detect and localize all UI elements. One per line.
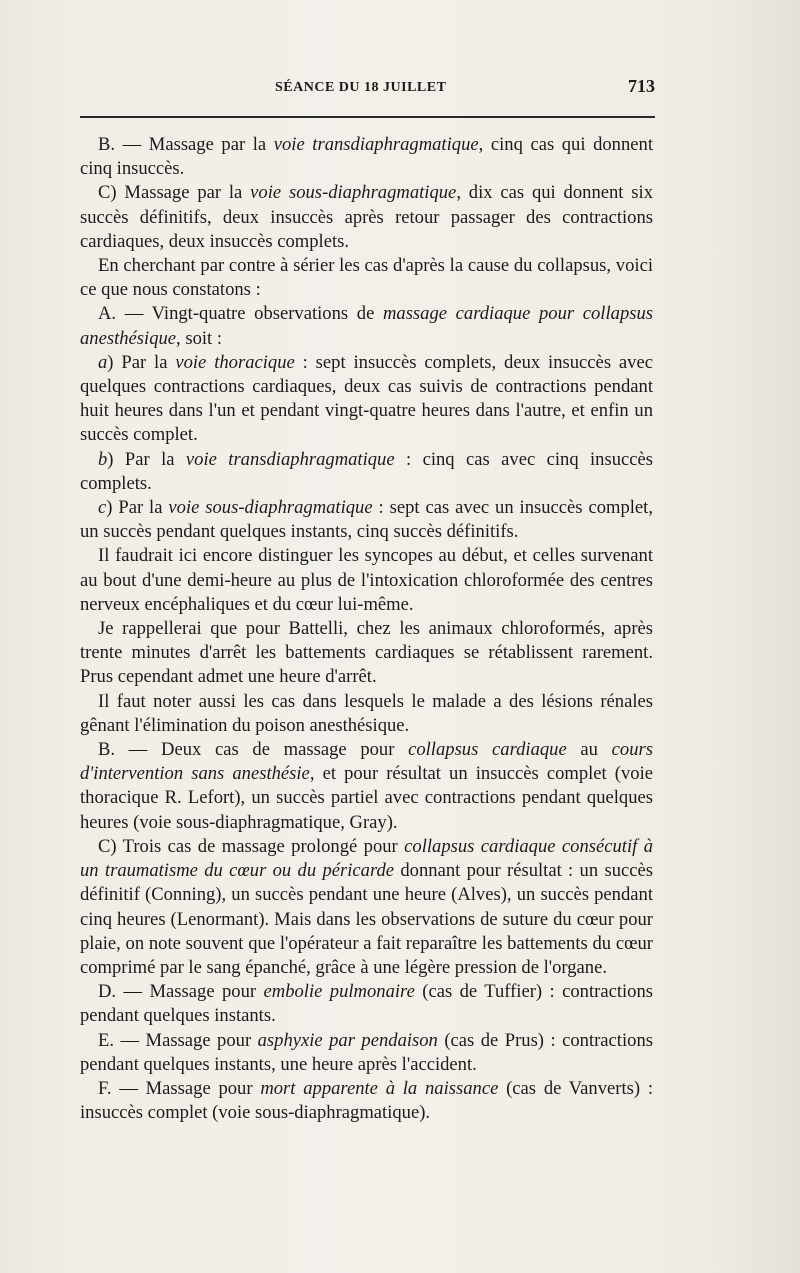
text-run: : sept cas avec un insuccès complet, un succès pendant quelques instants, cinq succès définitifs. (80, 497, 653, 543)
text-run: Il faut noter aussi les cas dans lesquels le malade a des lésions rénales gênant l'élimination du poison anesthésique. (80, 690, 653, 736)
italic-text: massage cardiaque pour collapsus anesthésique (80, 303, 654, 349)
text-run: E. — Massage pour (98, 1029, 258, 1051)
italic-text: voie transdiaphragmatique (273, 134, 479, 155)
text-run: ) Par la (107, 448, 186, 470)
text-run: Il faudrait ici encore distinguer les syncopes au début, et celles survenant au bout d'une demi-heure au plus de l'intoxication chloroformée des centres nerveux encéphaliques et du cœur lui-même. (80, 545, 653, 615)
text-run: : sept insuccès complets, deux insuccès avec quelques contractions cardiaques, deux cas suivis de contractions pendant huit heures dans l'un et pendant vingt-quatre heures dans l'autre, et enfin un succès complet. (80, 351, 653, 446)
italic-text: embolie pulmonaire (263, 981, 415, 1003)
italic-text: cours d'intervention sans anesthésie (80, 739, 653, 785)
italic-text: collapsus cardiaque (408, 739, 567, 761)
paragraph (80, 617, 653, 690)
paragraph (80, 133, 653, 181)
paragraph (80, 496, 653, 544)
paragraph (80, 980, 653, 1028)
paragraph (80, 254, 653, 302)
page-number: 713 (628, 76, 655, 96)
text-run: ) Par la (106, 497, 169, 519)
paragraph (80, 1077, 653, 1125)
paragraph (80, 1029, 653, 1077)
text-run: , soit : (176, 327, 223, 349)
italic-text: voie sous-diaphragmatique (168, 497, 373, 519)
text-run: B. — Deux cas de massage pour (98, 739, 409, 761)
paragraph (80, 690, 653, 738)
text-run: (cas de Vanverts) : insuccès complet (voie sous-diaphragmatique). (80, 1077, 653, 1124)
italic-text: a (98, 351, 108, 373)
text-run: C) Trois cas de massage prolongé pour (98, 835, 405, 857)
italic-text: voie thoracique (175, 351, 295, 373)
header-rule (80, 116, 655, 118)
italic-text: collapsus cardiaque consécutif à un traumatisme du cœur ou du péricarde (80, 835, 653, 882)
italic-text: c (98, 497, 107, 519)
paragraph (80, 835, 653, 980)
italic-text: b (98, 448, 108, 470)
text-run: F. — Massage pour (98, 1077, 261, 1099)
body-text (80, 133, 653, 1125)
paragraph (80, 181, 653, 254)
text-run: , et pour résultat un insuccès complet (voie thoracique R. Lefort), un succès partiel avec contractions pendant quelques heures (voie sous-diaphragmatique, Gray). (80, 763, 654, 833)
running-title: SÉANCE DU 18 JUILLET (275, 80, 447, 95)
text-run: : cinq cas avec cinq insuccès complets. (80, 448, 654, 494)
text-run: B. — Massage par la (98, 134, 274, 155)
text-run: (cas de Tuffier) : contractions pendant quelques instants. (80, 981, 653, 1027)
italic-text: voie sous-diaphragmatique (250, 182, 457, 204)
text-run: , cinq cas qui donnent cinq insuccès. (80, 134, 653, 180)
paragraph (80, 351, 653, 448)
text-run: C) Massage par la (98, 182, 251, 204)
paragraph (80, 302, 653, 350)
text-run: Je rappellerai que pour Battelli, chez les animaux chloroformés, après trente minutes d'arrêt les battements cardiaques se rétablissent rarement. Prus cependant admet une heure d'arrêt. (80, 618, 653, 688)
page-header (80, 76, 655, 102)
text-run: En cherchant par contre à sérier les cas d'après la cause du collapsus, voici ce que nous constatons : (80, 255, 653, 301)
paragraph (80, 738, 653, 835)
text-run: donnant pour résultat : un succès définitif (Conning), un succès pendant une heure (Alves), un succès pendant cinq heures (Lenormant). Mais dans les observations de suture du cœur pour plaie, on note souvent que l'opérateur a fait reparaître les battements du cœur comprimé par le sang épanché, grâce à une légère pression de l'organe. (80, 860, 653, 978)
paragraph (80, 544, 653, 617)
text-run: D. — Massage pour (98, 981, 264, 1003)
paragraph (80, 448, 653, 496)
text-run: au (566, 739, 612, 761)
text-run: , dix cas qui donnent six succès définitifs, deux insuccès après retour passager des contractions cardiaques, deux insuccès complets. (80, 182, 653, 252)
italic-text: voie transdiaphragmatique (185, 448, 395, 470)
text-run: (cas de Prus) : contractions pendant quelques instants, une heure après l'accident. (80, 1029, 653, 1075)
italic-text: mort apparente à la naissance (260, 1077, 499, 1099)
text-run: A. — Vingt-quatre observations de (98, 303, 383, 325)
italic-text: asphyxie par pendaison (257, 1029, 438, 1051)
text-run: ) Par la (107, 351, 176, 373)
